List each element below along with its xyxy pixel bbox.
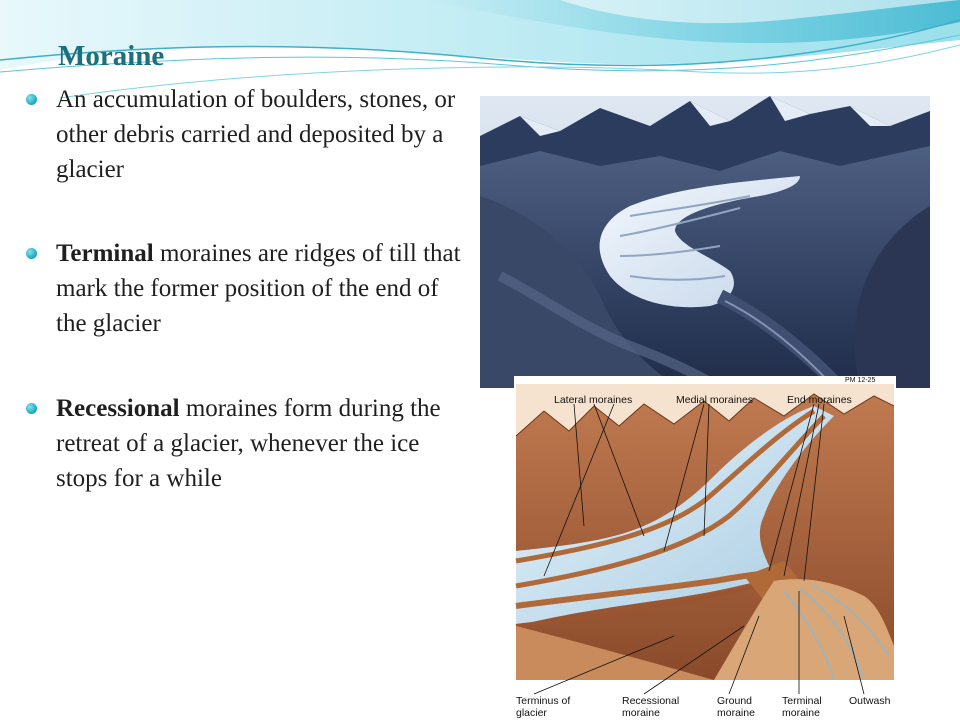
- bullet-icon: [26, 403, 37, 414]
- figure-code: PM 12-25: [845, 377, 876, 384]
- bullet-definition: [56, 82, 466, 187]
- bullet-bold: Recessional: [56, 395, 180, 422]
- bullet-text: moraines are ridges of till that mark the former position of the end of the glacier: [56, 240, 461, 337]
- label-lateral-moraines: Lateral moraines: [554, 394, 633, 406]
- label-recessional-moraine: Recessional moraine: [622, 695, 680, 719]
- moraine-diagram: [514, 376, 896, 720]
- label-terminus-of-glacier: Terminus of glacier: [516, 695, 571, 719]
- slide-title: Moraine: [58, 40, 165, 72]
- glacier-photo: [480, 96, 930, 388]
- label-terminal-moraine: Terminal moraine: [782, 695, 822, 719]
- label-medial-moraines: Medial moraines: [676, 394, 754, 406]
- label-end-moraines: End moraines: [787, 394, 852, 406]
- bullet-text: moraines form during the retreat of a glacier, whenever the ice stops for a while: [56, 395, 441, 492]
- bullet-icon: [26, 94, 37, 105]
- bullet-text: An accumulation of boulders, stones, or other debris carried and deposited by a glacier: [56, 86, 456, 183]
- label-ground-moraine: Ground moraine: [717, 695, 755, 719]
- bullet-icon: [26, 248, 37, 259]
- moraine-diagram-art: [514, 376, 896, 720]
- bullet-recessional: [56, 391, 466, 496]
- bullet-bold: Terminal: [56, 240, 154, 267]
- label-outwash: Outwash: [849, 695, 891, 707]
- bullet-terminal: [56, 236, 466, 341]
